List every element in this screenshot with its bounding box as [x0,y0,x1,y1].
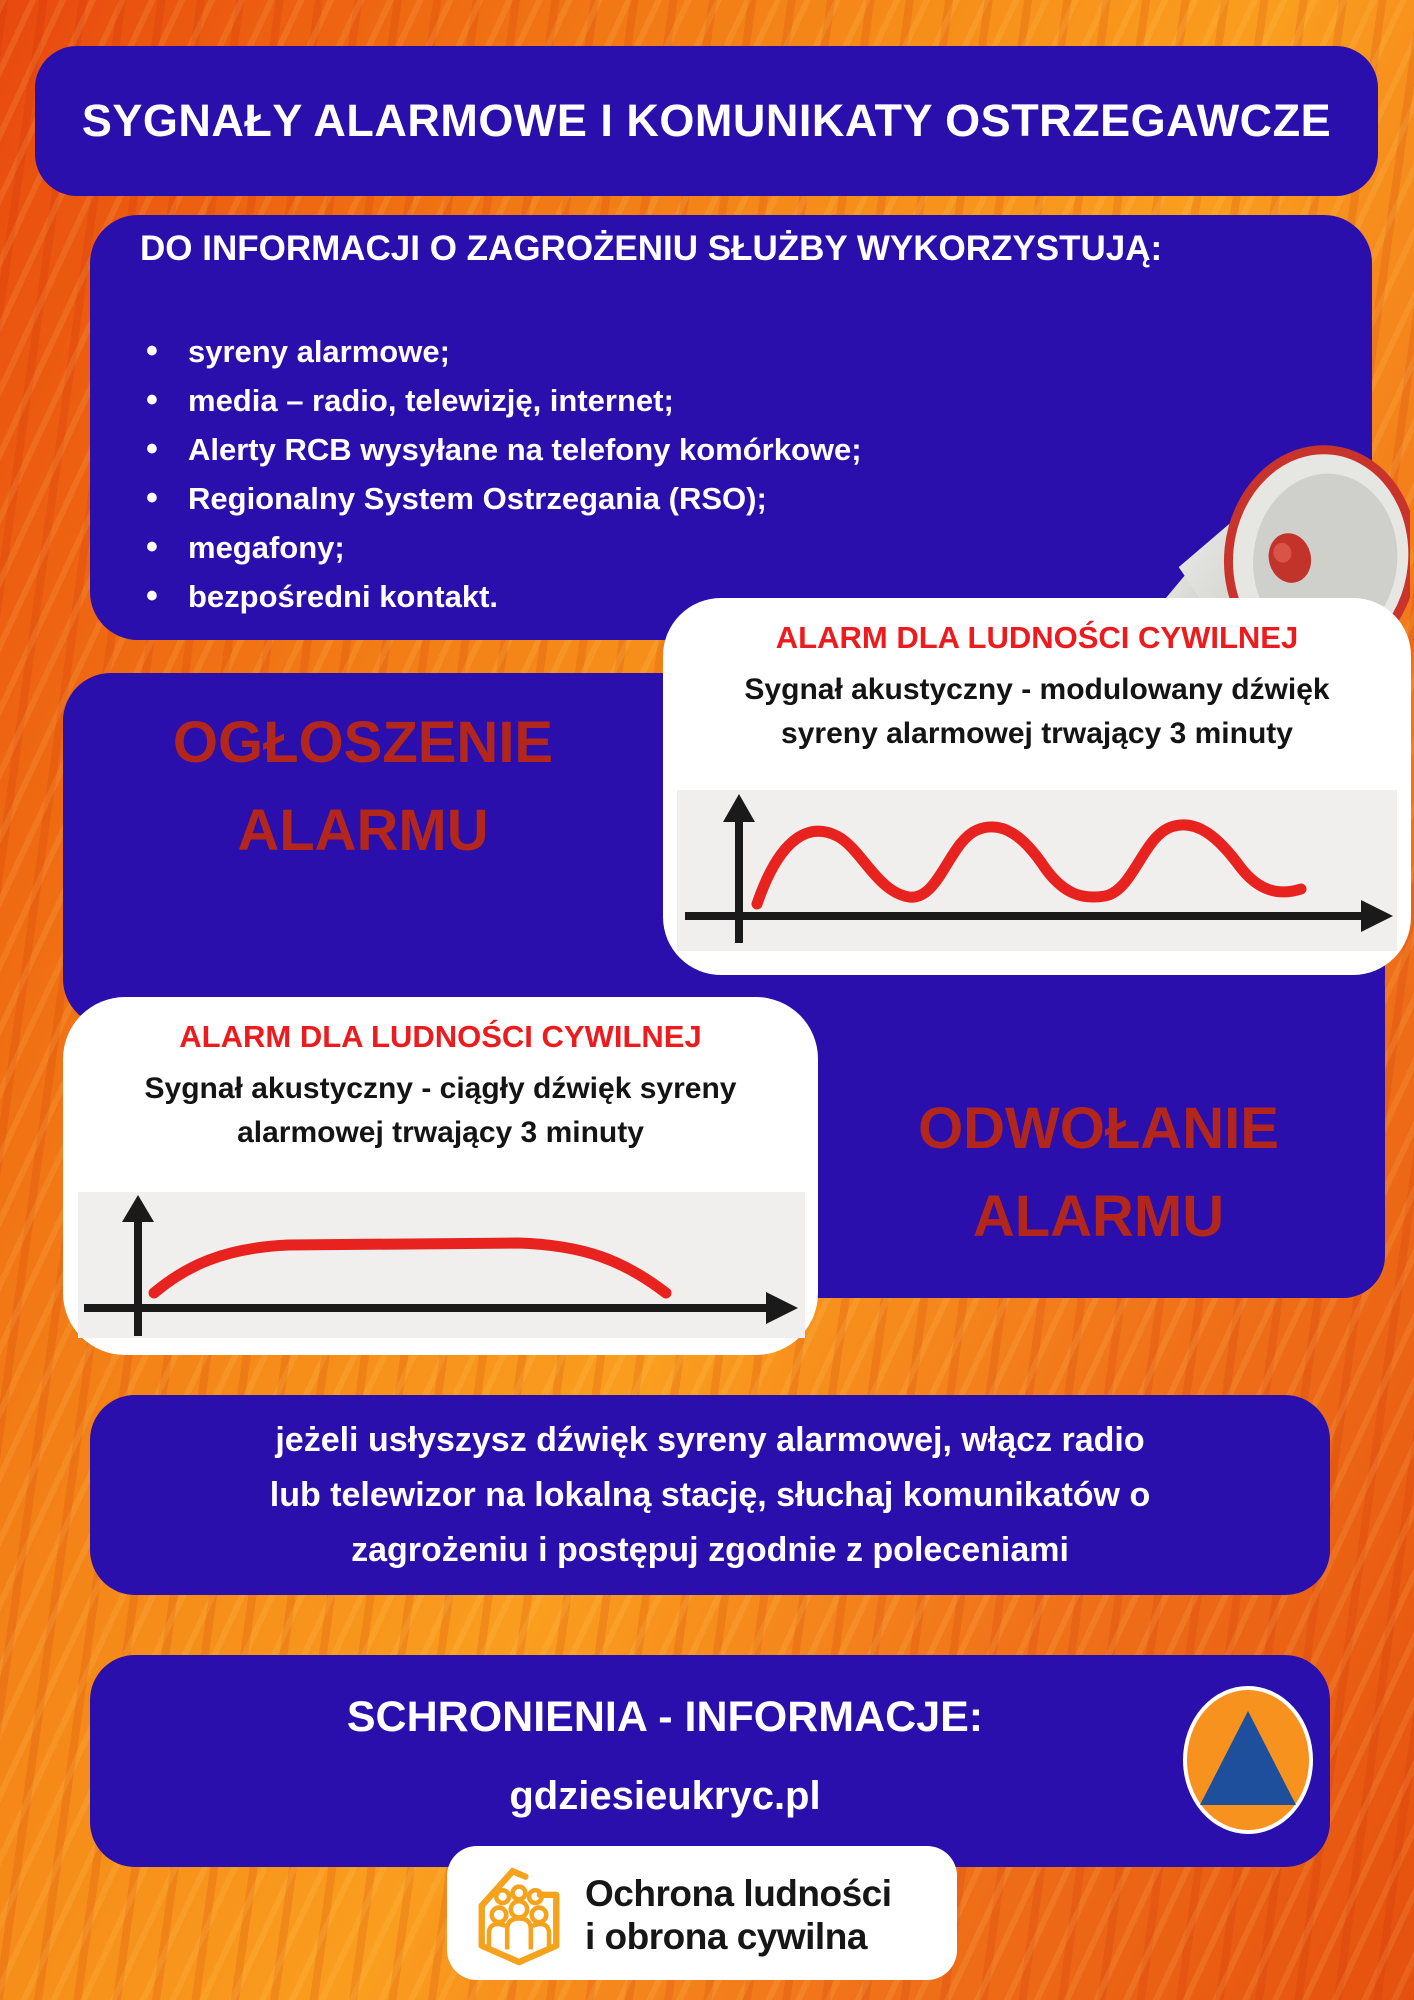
bullet-item: • megafony; [142,523,862,572]
cancel-alarm-line1: ODWOŁANIE [918,1096,1279,1161]
bullet-item: • media – radio, telewizję, internet; [142,376,862,425]
alarm-card-title: ALARM DLA LUDNOŚCI CYWILNEJ [775,620,1299,655]
advice-line: zagrożeniu i postępuj zgodnie z poleceniami [351,1530,1069,1569]
description-line: Sygnał akustyczny - modulowany dźwięk [744,673,1330,706]
modulated-signal-chart [677,790,1397,951]
advice-line: jeżeli usłyszysz dźwięk syreny alarmowej, włącz radio [275,1420,1145,1459]
footer-logo-box [447,1846,957,1980]
footer-logo-text [585,1872,892,1958]
alarm-card-modulated [663,598,1411,975]
shelter-text [130,1693,1200,1819]
advice-line: lub telewizor na lokalną stację, słuchaj komunikatów o [269,1475,1151,1514]
bullet-item: • Regionalny System Ostrzegania (RSO); [142,474,862,523]
info-heading: DO INFORMACJI O ZAGROŻENIU SŁUŻBY WYKORZYSTUJĄ: [140,229,1163,268]
advice-box [90,1395,1330,1595]
header-bar [35,46,1378,196]
bullet-item: • bezpośredni kontakt. [142,572,862,621]
shelter-heading: SCHRONIENIA - INFORMACJE: [346,1693,984,1741]
announce-alarm-line2: ALARMU [237,798,489,863]
bullet-list [142,327,862,621]
description-line: Sygnał akustyczny - ciągły dźwięk syreny [144,1072,737,1105]
description-line: syreny alarmowej trwający 3 minuty [781,717,1293,750]
alarm-card-description [63,1055,818,1155]
alarm-card-continuous [63,997,818,1355]
alarm-card-title: ALARM DLA LUDNOŚCI CYWILNEJ [179,1019,702,1054]
cancel-alarm-line2: ALARMU [972,1184,1225,1249]
alarm-card-description [663,656,1411,756]
cancel-alarm-heading [820,1085,1377,1261]
bullet-item: • syreny alarmowe; [142,327,862,376]
footer-logo-line2: i obrona cywilna [585,1916,867,1957]
shelter-url: gdziesieukryc.pl [509,1774,821,1818]
ochrona-ludnosci-icon [469,1858,569,1968]
description-line: alarmowej trwający 3 minuty [237,1116,644,1149]
continuous-signal-chart [78,1192,805,1338]
bullet-item: • Alerty RCB wysyłane na telefony komórkowe; [142,425,862,474]
continuous-wave-diagram [78,1192,805,1338]
announce-alarm-heading [63,699,663,875]
info-box [90,215,1372,640]
page-title: SYGNAŁY ALARMOWE I KOMUNIKATY OSTRZEGAWCZE [81,95,1332,146]
shelter-box [90,1655,1330,1867]
modulated-wave-diagram [677,790,1397,951]
civil-defense-icon [1182,1685,1314,1835]
announce-alarm-line1: OGŁOSZENIE [172,710,554,775]
footer-logo-line1: Ochrona ludności [585,1873,892,1914]
